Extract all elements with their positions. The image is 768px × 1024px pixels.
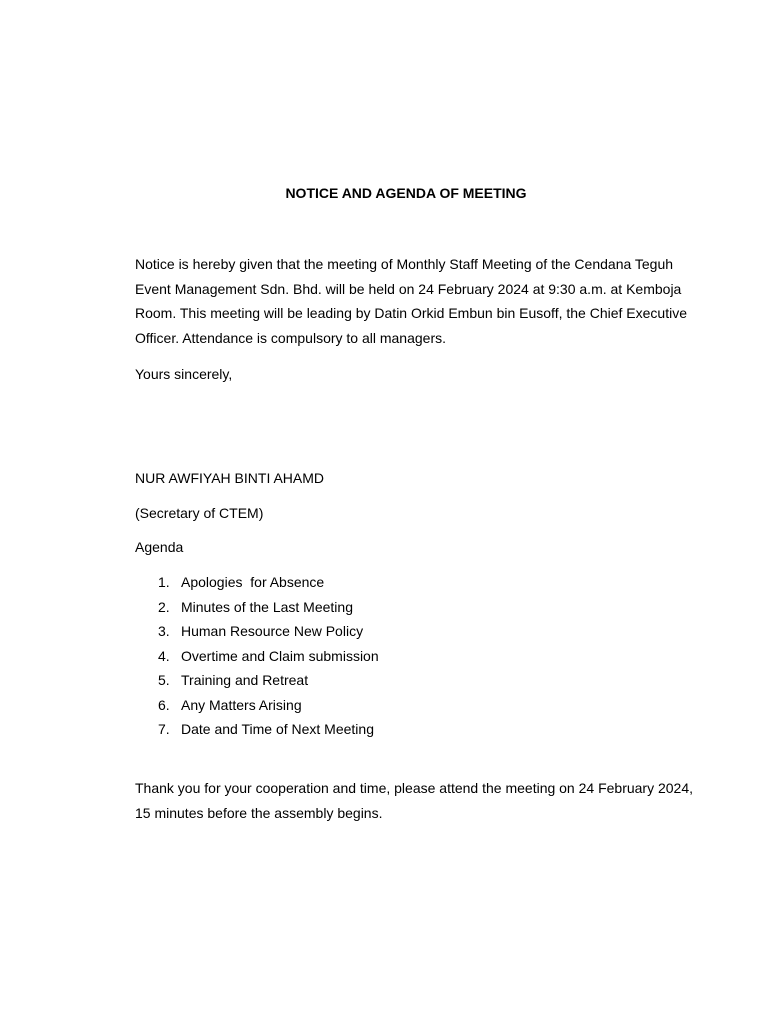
agenda-item-number: 2.: [158, 598, 170, 615]
agenda-item-number: 5.: [158, 672, 170, 688]
agenda-item: [135, 717, 379, 742]
agenda-item-text: Minutes of the Last Meeting: [181, 598, 353, 615]
agenda-item-text: Overtime and Claim submission: [181, 647, 379, 664]
agenda-item: [135, 619, 379, 644]
agenda-item: [135, 595, 379, 620]
notice-paragraph: Notice is hereby given that the meeting of Monthly Staff Meeting of the Cendana Teguh Event Management Sdn. Bhd. will be held on 24 February 2024 at 9:30 a.m. at Kemboja Room. This meeting will be leading by Datin Orkid Embun bin Eusoff, the Chief Executive Officer. Attendance is compulsory to all managers.: [135, 256, 687, 346]
thanks-paragraph: Thank you for your cooperation and time, please attend the meeting on 24 February 2024, 15 minutes before the assembly begins.: [135, 780, 694, 821]
closing-text: Yours sincerely,: [135, 366, 233, 382]
agenda-item-text: Any Matters Arising: [181, 696, 302, 713]
agenda-item-number: 6.: [158, 696, 170, 713]
agenda-item-number: 4.: [158, 647, 170, 664]
document-title: NOTICE AND AGENDA OF MEETING: [285, 185, 527, 201]
agenda-item-number: 1.: [158, 574, 170, 590]
agenda-item: [135, 570, 379, 595]
agenda-list: [135, 570, 379, 742]
agenda-heading: Agenda: [135, 539, 184, 555]
agenda-item-text: Training and Retreat: [181, 672, 309, 688]
agenda-item-text: Apologies for Absence: [181, 574, 325, 590]
agenda-item-text: Human Resource New Policy: [181, 623, 364, 639]
agenda-item: [135, 644, 379, 669]
agenda-item-text: Date and Time of Next Meeting: [181, 721, 374, 737]
agenda-item-number: 3.: [158, 623, 170, 639]
agenda-item-number: 7.: [158, 721, 170, 737]
agenda-item: [135, 693, 379, 718]
signer-role: (Secretary of CTEM): [135, 505, 264, 521]
signer-name: NUR AWFIYAH BINTI AHAMD: [135, 470, 325, 486]
agenda-item: [135, 668, 379, 693]
